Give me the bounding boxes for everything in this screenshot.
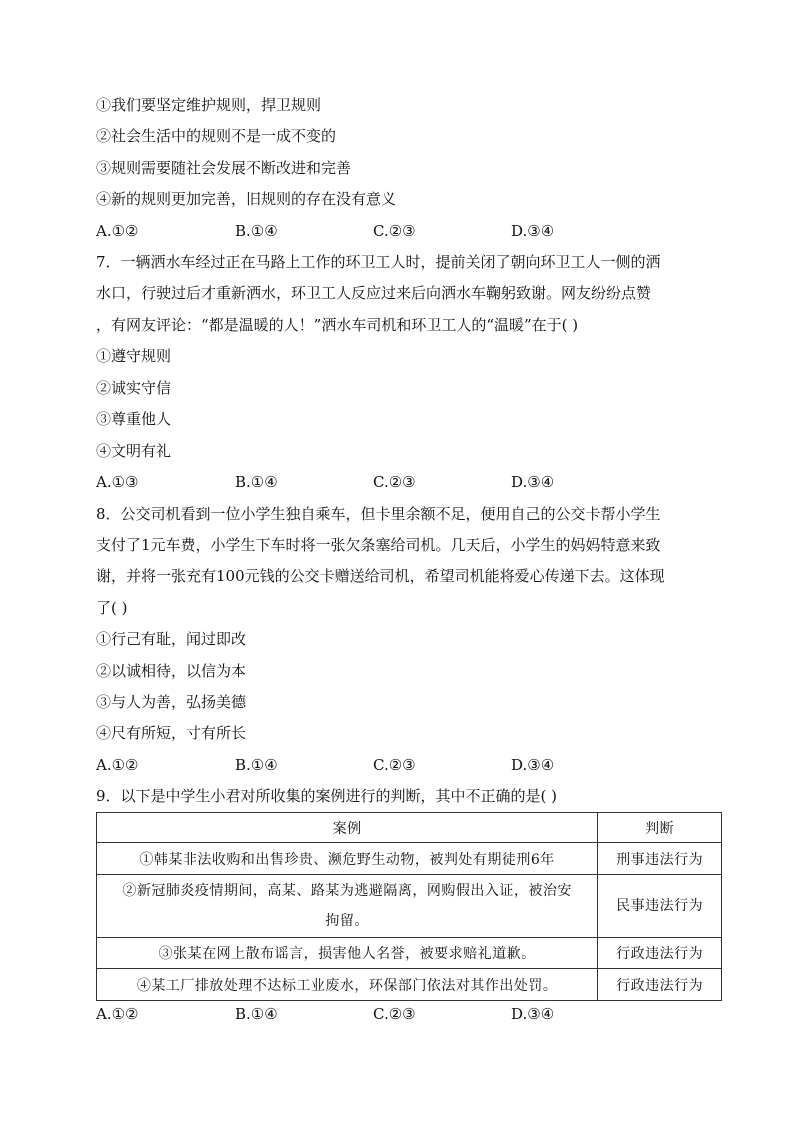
q7-option-c: C.②③ [373,473,416,491]
q7-stem-line-2: 水口，行驶过后才重新洒水，环卫工人反应过来后向洒水车鞠躬致谢。网友纷纷点赞 [96,284,652,302]
case-cell [97,875,598,938]
judgment-cell: 行政违法行为 [598,969,722,1001]
table-row [97,875,722,938]
q8-statement-1: ①行己有耻，闻过即改 [96,630,247,648]
q7-statement-1: ①遵守规则 [96,347,172,365]
q6-statement-4: ④新的规则更加完善，旧规则的存在没有意义 [96,190,397,208]
case-text-line-1: ②新冠肺炎疫情期间，高某、路某为逃避隔离，网购假出入证，被治安 [122,883,572,899]
judgment-cell: 民事违法行为 [598,875,722,938]
q9-option-a: A.①② [96,1005,139,1023]
q8-options [96,755,696,775]
case-text-line-2: 拘留。 [325,913,369,929]
case-cell [97,938,598,969]
table-row [97,969,722,1001]
judgment-cell: 行政违法行为 [598,938,722,969]
case-cell [97,843,598,875]
judgment-cell: 刑事违法行为 [598,843,722,875]
q6-option-d: D.③④ [511,222,555,240]
q9-stem: 9．以下是中学生小君对所收集的案例进行的判断，其中不正确的是( ) [96,787,558,805]
q7-option-a: A.①③ [96,473,139,491]
q6-statement-3: ③规则需要随社会发展不断改进和完善 [96,159,352,177]
q8-option-b: B.①④ [235,756,278,774]
q8-statement-4: ④尺有所短，寸有所长 [96,724,247,742]
header-case: 案例 [97,813,598,843]
q8-stem-line-3: 谢，并将一张充有100元钱的公交卡赠送给司机，希望司机能将爱心传递下去。这体现 [96,567,665,585]
q6-option-c: C.②③ [373,222,416,240]
table-row [97,938,722,969]
q7-option-b: B.①④ [235,473,278,491]
case-text: ①韩某非法收购和出售珍贵、濒危野生动物，被判处有期徒刑6年 [139,851,555,868]
q8-option-c: C.②③ [373,756,416,774]
q8-stem-line-2: 支付了1元车费，小学生下车时将一张欠条塞给司机。几天后，小学生的妈妈特意来致 [96,536,661,554]
q6-options [96,221,696,241]
header-judgment: 判断 [598,813,722,843]
q6-statement-2: ②社会生活中的规则不是一成不变的 [96,127,337,145]
q8-statement-3: ③与人为善，弘扬美德 [96,693,247,711]
q7-statement-2: ②诚实守信 [96,379,172,397]
q8-statement-2: ②以诚相待，以信为本 [96,662,247,680]
case-text: ③张某在网上散布谣言，损害他人名誉，被要求赔礼道歉。 [158,946,536,962]
table-header-row [97,813,722,843]
q8-stem-line-1: 8．公交司机看到一位小学生独自乘车，但卡里余额不足，便用自己的公交卡帮小学生 [96,505,661,523]
q7-stem-line-3: ，有网友评论：“都是温暖的人！”洒水车司机和环卫工人的“温暖”在于( ) [96,316,579,334]
q8-option-a: A.①② [96,756,139,774]
case-cell [97,969,598,1001]
q7-option-d: D.③④ [511,473,555,491]
q6-option-b: B.①④ [235,222,278,240]
case-text: ④某工厂排放处理不达标工业废水，环保部门依法对其作出处罚。 [136,977,558,994]
table-row [97,843,722,875]
q8-option-d: D.③④ [511,756,555,774]
q9-options [96,1004,696,1024]
q9-option-c: C.②③ [373,1005,416,1023]
cases-table [96,812,722,1001]
q8-stem-line-4: 了( ) [96,599,128,617]
q6-statement-1: ①我们要坚定维护规则，捍卫规则 [96,96,322,114]
q9-option-b: B.①④ [235,1005,278,1023]
q7-options [96,472,696,492]
q6-option-a: A.①② [96,222,139,240]
q7-statement-4: ④文明有礼 [96,442,172,460]
q9-option-d: D.③④ [511,1005,555,1023]
q7-statement-3: ③尊重他人 [96,410,172,428]
q7-stem-line-1: 7．一辆洒水车经过正在马路上工作的环卫工人时，提前关闭了朝向环卫工人一侧的洒 [96,253,661,271]
